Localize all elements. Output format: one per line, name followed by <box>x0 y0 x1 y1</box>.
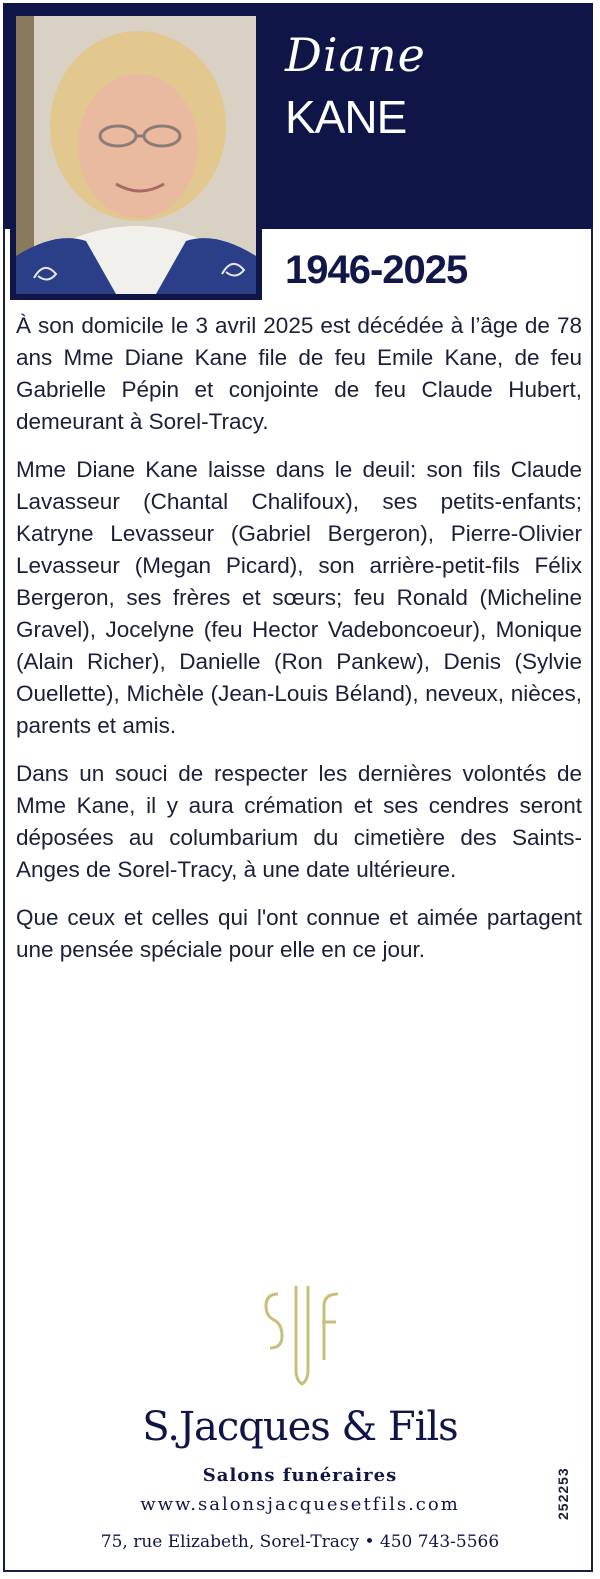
reference-code: 252253 <box>555 1467 571 1520</box>
logo-letter-s <box>266 1294 282 1348</box>
first-name: Diane <box>285 28 426 82</box>
logo-letter-j <box>296 1286 308 1384</box>
paragraph-closing: Que ceux et celles qui l'ont connue et aimée partagent une pensée spéciale pour elle en ce jour. <box>16 905 582 962</box>
portrait-image <box>16 16 256 294</box>
paragraph-death-notice: À son domicile le 3 avril 2025 est décédée à l’âge de 78 ans Mme Diane Kane file de feu Emile Kane, de feu Gabrielle Pépin et conjointe de feu Claude Hubert, demeurant à Sorel-Tracy. <box>16 313 582 434</box>
last-name: KANE <box>285 91 407 143</box>
portrait-photo <box>10 10 262 300</box>
portrait-illustration <box>16 16 256 294</box>
life-years: 1946-2025 <box>285 248 468 292</box>
funeral-home-logo <box>262 1282 342 1388</box>
logo-letter-f <box>322 1294 338 1360</box>
brand-tagline: Salons funéraires <box>202 1465 398 1486</box>
website-link[interactable]: www.salonsjacquesetfils.com <box>140 1494 460 1515</box>
brand-name: S.Jacques & Fils <box>142 1404 458 1450</box>
obituary-body <box>16 310 582 982</box>
paragraph-survivors: Mme Diane Kane laisse dans le deuil: son fils Claude Lavasseur (Chantal Chalifoux), ses petits-enfants; Katryne Levasseur (Gabriel Bergeron), Pierre-Olivier Levasseur (Megan Picard), son arrière-petit-fils Félix Bergeron, ses frères et sœurs; feu Ronald (Micheline Gravel), Jocelyne (feu Hector Vadeboncoeur), Monique (Alain Richer), Danielle (Ron Pankew), Denis (Sylvie Ouellette), Michèle (Jean-Louis Béland), neveux, nièces, parents et amis. <box>16 457 582 738</box>
contact-address: 75, rue Elizabeth, Sorel-Tracy • 450 743-5566 <box>100 1532 500 1552</box>
paragraph-arrangements: Dans un souci de respecter les dernières volontés de Mme Kane, il y aura crémation et ses cendres seront déposées au columbarium du cimetière des Saints-Anges de Sorel-Tracy, à une date ultérieure. <box>16 761 582 882</box>
